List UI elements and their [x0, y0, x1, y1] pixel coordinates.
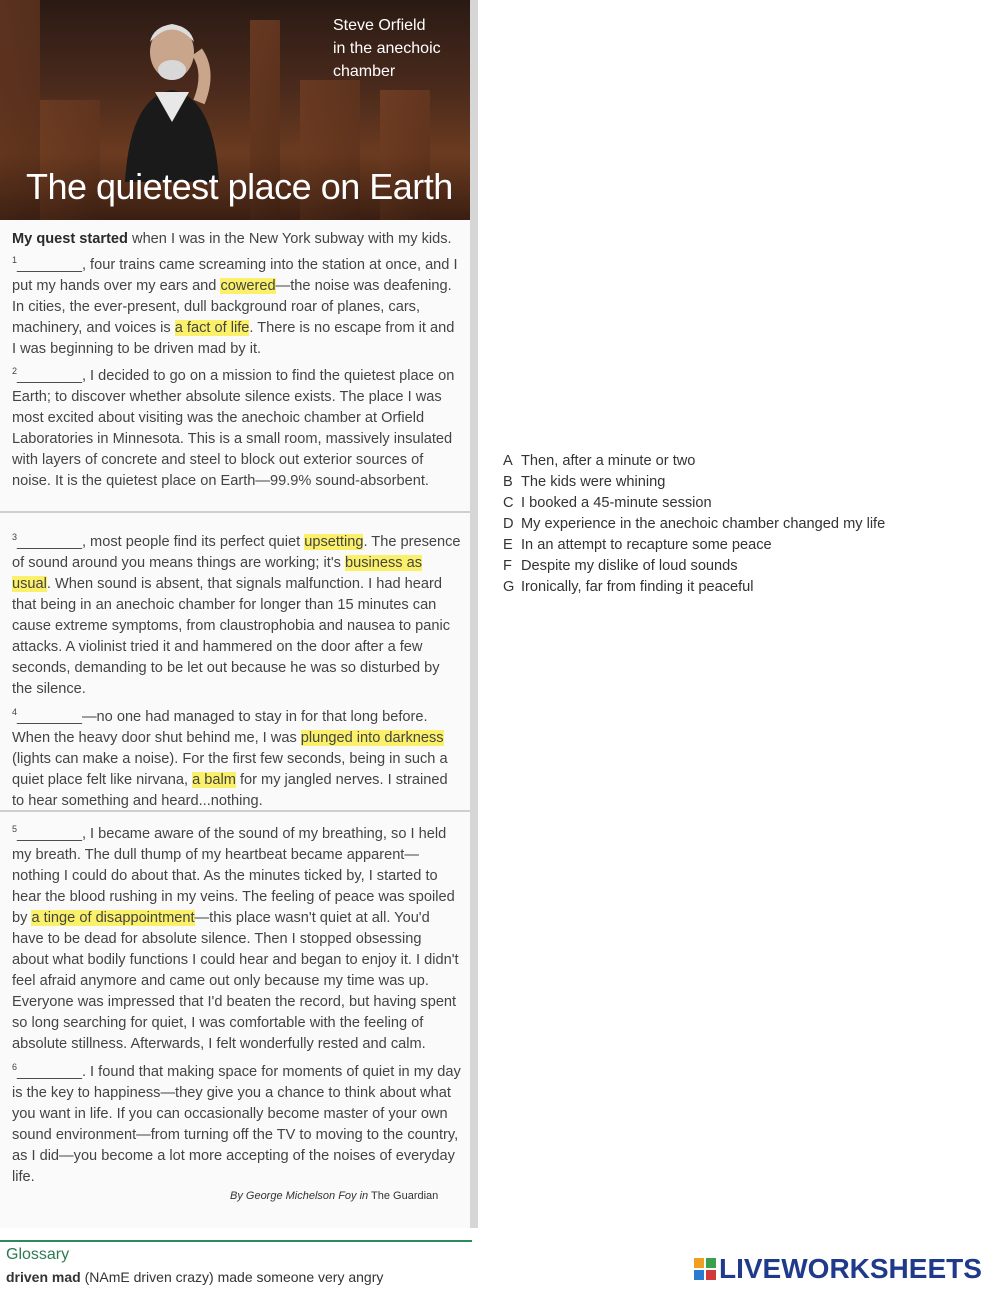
blank-number: 6	[12, 1062, 18, 1072]
blank-number: 3	[12, 532, 18, 542]
highlight: cowered	[220, 277, 276, 294]
gap-6[interactable]: ________. I found that making space for moments of quiet in my day is the key to happiness—they give you a chance to think about what you want in life. If you can occasionally become master of your own sound environment—from turning off the TV to moving to the country, as I did—you become a lot more accepting of the noises of everyday life.	[12, 1063, 461, 1185]
person-image	[115, 12, 230, 182]
liveworksheets-logo[interactable]	[693, 1254, 982, 1284]
gap-1[interactable]: ________, four trains came screaming into the station at once, and I put my hands over my ears and	[12, 256, 458, 294]
article-panel	[0, 0, 478, 1228]
gap-4[interactable]: ________—no one had managed to stay in for that long before. When the heavy door shut behind me, I was	[12, 708, 428, 746]
gap-2[interactable]: ________, I decided to go on a mission to find the quietest place on Earth; to discover whether absolute silence exists. The place I was most excited about visiting was the anechoic chamber at Orfield Laboratories in Minnesota. This is a small room, massively insulated with layers of concrete and steel to block out exterior sources of noise. It is the quietest place on Earth—99.9% sound-absorbent.	[12, 367, 455, 489]
glossary-term: driven mad	[6, 1269, 81, 1285]
paragraph-4: $^4$________—no one had managed to stay in for that long before. When the heavy door shut behind me, I was plunged into darkness (lights can make a noise). For the first few seconds, being in such a quiet place felt like nirvana, a balm for my jangled nerves. I strained to hear something and heard...nothing.	[12, 707, 448, 809]
option-e[interactable]: E In an attempt to recapture some peace	[503, 537, 772, 553]
logo-icon	[693, 1257, 717, 1281]
panel-edge	[470, 0, 478, 1228]
blank-number: 4	[12, 707, 18, 717]
highlight: a balm	[192, 771, 236, 788]
option-a[interactable]: A Then, after a minute or two	[503, 453, 696, 469]
column-divider	[0, 810, 472, 812]
blank-number: 1	[12, 255, 18, 265]
column-divider	[0, 511, 472, 513]
option-d[interactable]: D My experience in the anechoic chamber changed my life	[503, 516, 886, 532]
blank-number: 5	[12, 824, 18, 834]
highlight: a fact of life	[174, 319, 250, 336]
paragraph-6	[12, 1057, 462, 1188]
option-b[interactable]: B The kids were whining	[503, 474, 666, 490]
answer-options	[503, 451, 923, 598]
option-g[interactable]: G Ironically, far from finding it peaceful	[503, 579, 754, 595]
highlight: upsetting	[304, 533, 364, 550]
photo-caption: Steve Orfield in the anechoic chamber	[333, 17, 441, 80]
paragraph-3: $^3$________, most people find its perfect quiet upsetting. The presence of sound around you means things are working; it's business as usual. When sound is absent, that signals malfunction. I had heard that being in an anechoic chamber for longer than 15 minutes can cause extreme symptoms, from claustrophobia and nausea to panic attacks. A violinist tried it and hammered on the door after a few seconds, demanding to be let out because he was so disturbed by the silence.	[12, 532, 461, 697]
hero-photo	[0, 0, 472, 220]
highlight: a tinge of disappointment	[31, 909, 195, 926]
paragraph-5: $^5$________, I became aware of the sound of my breathing, so I held my breath. The dull thump of my heartbeat became apparent—nothing I could do about that. As the minutes ticked by, I started to hear the blood rushing in my veins. The feeling of peace was spoiled by a tinge of disappointment—this place wasn't quiet at all. You'd have to be dead for absolute silence. Then I stopped obsessing about what bodily functions I could hear and began to enjoy it. I didn't feel afraid anymore and came out only because my time was up. Everyone was impressed that I'd beaten the record, but having spent so long searching for quiet, I was comfortable with the feeling of absolute stillness. Afterwards, I felt wonderfully rested and calm.	[12, 824, 459, 1052]
article-headline: The quietest place on Earth	[26, 166, 453, 207]
glossary-title: Glossary	[6, 1246, 70, 1263]
byline: By George Michelson Foy in The Guardian	[230, 1190, 439, 1202]
logo-text: LIVEWORKSHEETS	[719, 1253, 982, 1284]
gap-3[interactable]: ________, most people find its perfect quiet	[17, 533, 305, 550]
highlight: business as usual	[12, 554, 423, 592]
glossary-box	[0, 1240, 472, 1296]
lead-text: My quest started	[12, 231, 128, 247]
paragraph-1: My quest started when I was in the New York subway with my kids. $^1$________, four trains came screaming into the station at once, and I put my hands over my ears and cowered—the noise was deafening. In cities, the ever-present, dull background roar of planes, cars, machinery, and voices is a fact of life. There is no escape from it and I was beginning to be driven mad by it.	[12, 231, 458, 357]
option-f[interactable]: F Despite my dislike of loud sounds	[503, 558, 738, 574]
highlight: plunged into darkness	[300, 729, 444, 746]
gap-5[interactable]: ________, I became aware of the sound of my breathing, so I held my breath. The dull thump of my heartbeat became apparent—nothing I could do about that. As the minutes ticked by, I started to hear the blood rushing in my veins. The feeling of peace was spoiled by	[12, 825, 455, 926]
option-c[interactable]: C I booked a 45-minute session	[503, 495, 712, 511]
blank-number: 2	[12, 366, 18, 376]
glossary-entry: driven mad (NAmE driven crazy) made someone very angry	[6, 1269, 384, 1285]
paragraph-2	[12, 361, 462, 492]
